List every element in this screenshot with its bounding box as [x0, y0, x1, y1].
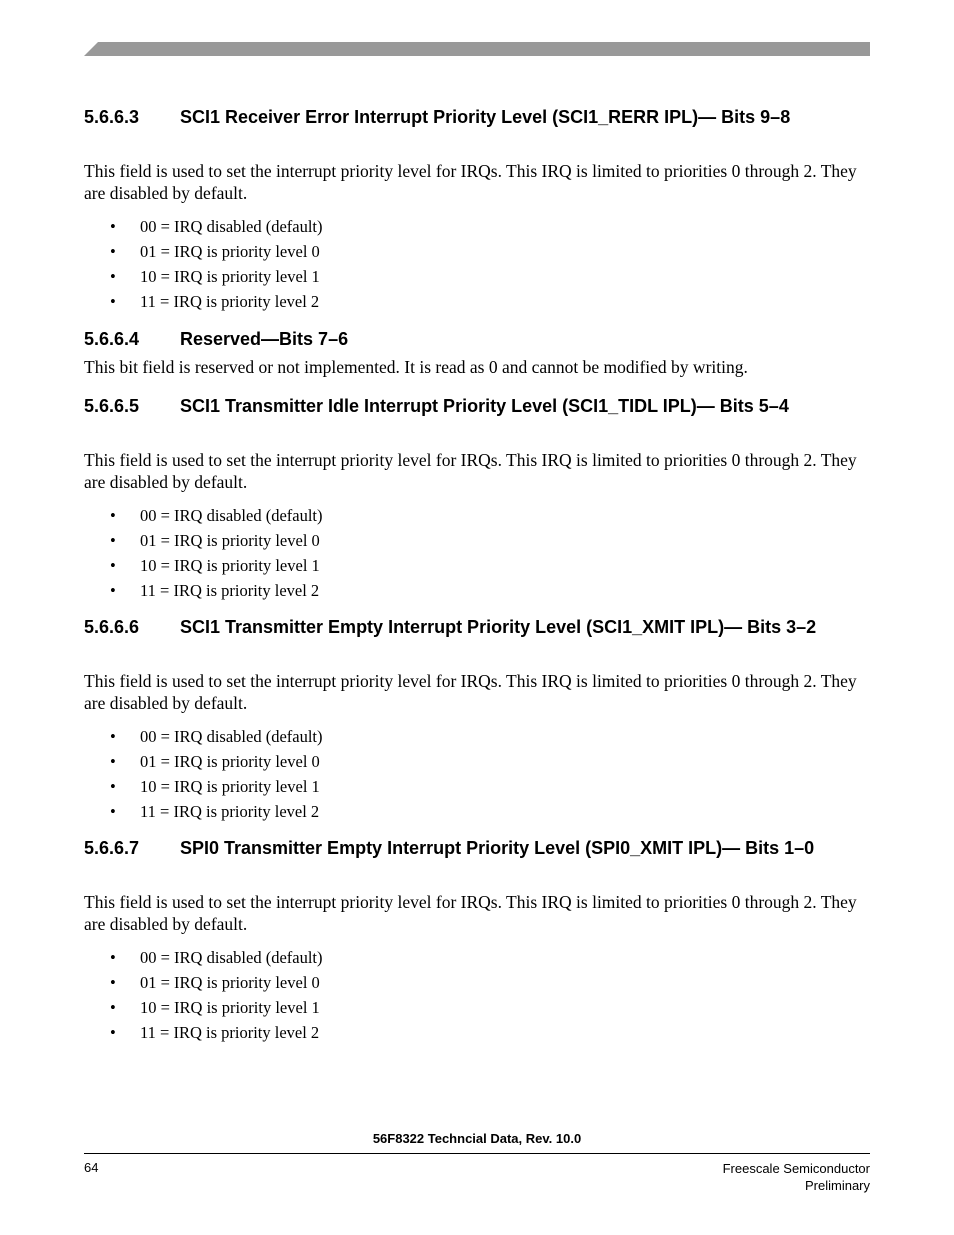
list-item-text: 00 = IRQ disabled (default) — [140, 948, 323, 967]
bullet-list — [110, 945, 323, 1045]
section-paragraph: This field is used to set the interrupt priority level for IRQs. This IRQ is limited to priorities 0 through 2. They are disabled by default. — [84, 671, 857, 713]
section-paragraph: This field is used to set the interrupt priority level for IRQs. This IRQ is limited to priorities 0 through 2. They are disabled by default. — [84, 450, 857, 492]
list-item-text: 01 = IRQ is priority level 0 — [140, 242, 320, 261]
list-item — [110, 289, 323, 314]
bullet-icon: • — [110, 998, 116, 1017]
section-title: SCI1 Transmitter Idle Interrupt Priority Level (SCI1_TIDL IPL)— Bits 5–4 — [180, 396, 789, 416]
bullet-icon: • — [110, 1023, 116, 1042]
section-number: 5.6.6.4 — [84, 329, 140, 349]
list-item-text: 11 = IRQ is priority level 2 — [140, 802, 320, 821]
bullet-icon: • — [110, 217, 116, 236]
section-paragraph: This field is used to set the interrupt priority level for IRQs. This IRQ is limited to priorities 0 through 2. They are disabled by default. — [84, 161, 857, 203]
bullet-icon: • — [110, 948, 116, 967]
bullet-icon: • — [110, 267, 116, 286]
bullet-icon: • — [110, 802, 116, 821]
list-item — [110, 528, 323, 553]
list-item — [110, 553, 323, 578]
bullet-list — [110, 503, 323, 603]
section-paragraph: This bit field is reserved or not implemented. It is read as 0 and cannot be modified by writing. — [84, 357, 748, 377]
list-item — [110, 749, 323, 774]
section-title: SCI1 Transmitter Empty Interrupt Priority Level (SCI1_XMIT IPL)— Bits 3–2 — [180, 617, 817, 637]
list-item-text: 10 = IRQ is priority level 1 — [140, 998, 320, 1017]
bullet-list — [110, 724, 323, 824]
section-title: SCI1 Receiver Error Interrupt Priority Level (SCI1_RERR IPL)— Bits 9–8 — [180, 107, 791, 127]
list-item-text: 11 = IRQ is priority level 2 — [140, 1023, 320, 1042]
footer-company: Freescale Semiconductor — [722, 1161, 870, 1176]
list-item-text: 00 = IRQ disabled (default) — [140, 506, 323, 525]
list-item-text: 10 = IRQ is priority level 1 — [140, 556, 320, 575]
list-item-text: 00 = IRQ disabled (default) — [140, 727, 323, 746]
list-item-text: 01 = IRQ is priority level 0 — [140, 973, 320, 992]
list-item — [110, 214, 323, 239]
header-bar — [84, 42, 870, 56]
footer-right — [723, 1160, 870, 1194]
bullet-icon: • — [110, 531, 116, 550]
bullet-icon: • — [110, 727, 116, 746]
section-number: 5.6.6.5 — [84, 396, 140, 416]
section-number: 5.6.6.6 — [84, 617, 140, 637]
bullet-icon: • — [110, 242, 116, 261]
bullet-list — [110, 214, 323, 314]
list-item-text: 11 = IRQ is priority level 2 — [140, 292, 320, 311]
footer-status: Preliminary — [804, 1178, 870, 1193]
section-title: Reserved—Bits 7–6 — [180, 329, 349, 349]
list-item — [110, 945, 323, 970]
bullet-icon: • — [110, 556, 116, 575]
list-item — [110, 239, 323, 264]
list-item — [110, 578, 323, 603]
list-item-text: 00 = IRQ disabled (default) — [140, 217, 323, 236]
list-item — [110, 774, 323, 799]
list-item — [110, 1020, 323, 1045]
footer-doc-title: 56F8322 Techncial Data, Rev. 10.0 — [372, 1131, 582, 1146]
section-paragraph: This field is used to set the interrupt priority level for IRQs. This IRQ is limited to priorities 0 through 2. They are disabled by default. — [84, 892, 857, 934]
list-item-text: 01 = IRQ is priority level 0 — [140, 531, 320, 550]
list-item — [110, 799, 323, 824]
footer-divider — [84, 1153, 870, 1154]
list-item — [110, 970, 323, 995]
list-item-text: 10 = IRQ is priority level 1 — [140, 777, 320, 796]
section-number: 5.6.6.3 — [84, 107, 140, 127]
section-number: 5.6.6.7 — [84, 838, 140, 858]
bullet-icon: • — [110, 506, 116, 525]
bullet-icon: • — [110, 292, 116, 311]
list-item-text: 10 = IRQ is priority level 1 — [140, 267, 320, 286]
list-item — [110, 995, 323, 1020]
list-item-text: 01 = IRQ is priority level 0 — [140, 752, 320, 771]
list-item — [110, 264, 323, 289]
section-title: SPI0 Transmitter Empty Interrupt Priority Level (SPI0_XMIT IPL)— Bits 1–0 — [180, 838, 815, 858]
bullet-icon: • — [110, 777, 116, 796]
page-number: 64 — [84, 1160, 99, 1175]
list-item — [110, 724, 323, 749]
list-item — [110, 503, 323, 528]
bullet-icon: • — [110, 973, 116, 992]
bullet-icon: • — [110, 752, 116, 771]
list-item-text: 11 = IRQ is priority level 2 — [140, 581, 320, 600]
bullet-icon: • — [110, 581, 116, 600]
